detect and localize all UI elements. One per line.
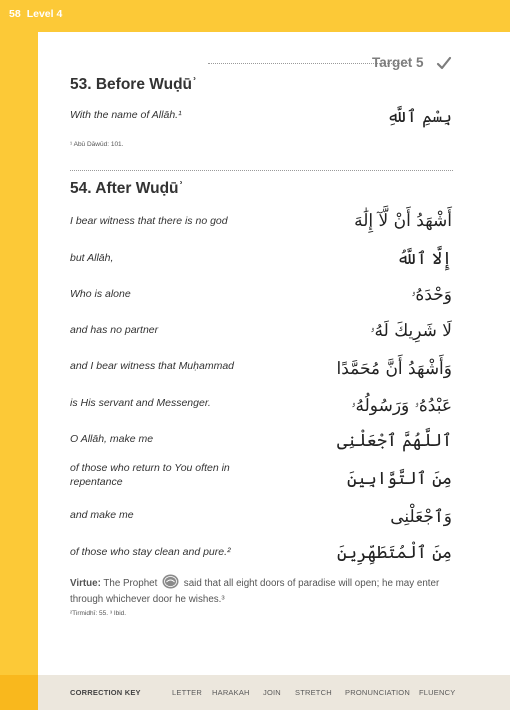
section-54-row-ar: وَٱجْعَلْنِى [390,507,452,527]
virtue-note [70,574,455,608]
virtue-label: Virtue: [70,578,101,589]
level-label: Level 4 [26,8,63,20]
section-54-title: 54. After Wuḍūʾ [70,180,184,197]
section-54-row-en: is His servant and Messenger. [70,397,211,409]
left-band [0,0,38,710]
section-54-row-en: and I bear witness that Muḥammad [70,360,235,372]
section-divider [70,170,453,171]
page-number: 58 [9,8,21,20]
section-54-row-ar: مِنَ ٱلتَّوَّابِينَ [346,469,452,489]
top-band [0,0,510,32]
section-54-row-en: Who is alone [70,288,131,300]
target-row [38,54,465,74]
section-54-row-en: and has no partner [70,324,159,336]
section-54-row-ar: وَحْدَهُۥ [411,285,452,305]
virtue-text-a: The Prophet [103,578,158,589]
key-stretch: STRETCH [295,688,332,697]
section-54-row-ar: أَشْهَدُ أَنْ لَّآ إِلَٰهَ [354,211,452,231]
section-54-footnote: ²Tirmidhī: 55. ³ Ibid. [70,610,127,617]
section-54-row-en: of those who return to You often in repentance [70,462,230,488]
section-54-row-en: O Allāh, make me [70,433,154,445]
section-54-row-en: I bear witness that there is no god [70,215,228,227]
section-53-row-ar: بِسْمِ ٱللَّهِ [386,107,452,127]
section-53-footnote: ¹ Abū Dāwūd: 101. [70,141,124,148]
section-54-row-ar: ٱللَّهُمَّ ٱجْعَلْنِى [337,431,452,451]
section-54-row-ar: لَا شَرِيكَ لَهُۥ [370,321,452,341]
key-letter: LETTER [172,688,202,697]
key-join: JOIN [263,688,281,697]
page-header [9,8,62,20]
left-band-lower [0,675,38,710]
section-54-row-en: of those who stay clean and pure.² [70,546,231,558]
key-pronunciation: PRONUNCIATION [345,688,410,697]
section-54-row-en: but Allāh, [70,252,114,264]
virtue-text-b: said that all eight doors of paradise will open; he may enter through whichever door he wishes.³ [70,578,440,605]
section-54-row-ar: مِنَ ٱلْمُتَطَهِّرِينَ [337,543,452,563]
target-label: Target 5 [372,55,424,70]
key-harakah: HARAKAH [212,688,250,697]
section-54-row-ar: وَأَشْهَدُ أَنَّ مُحَمَّدًا [336,359,452,379]
correction-key-bar [38,675,510,710]
pbuh-seal-icon [162,574,179,589]
section-54-row-en: and make me [70,509,134,521]
key-fluency: FLUENCY [419,688,456,697]
section-54-row-ar: إِلَّا ٱللَّهُ [396,249,452,269]
section-53-row-en: With the name of Allāh.¹ [70,109,182,121]
section-53-title: 53. Before Wuḍūʾ [70,76,198,93]
correction-key-title: CORRECTION KEY [70,688,141,697]
section-54-row-ar: عَبْدُهُۥ وَرَسُولُهُۥ [351,396,452,416]
check-icon [436,55,452,71]
